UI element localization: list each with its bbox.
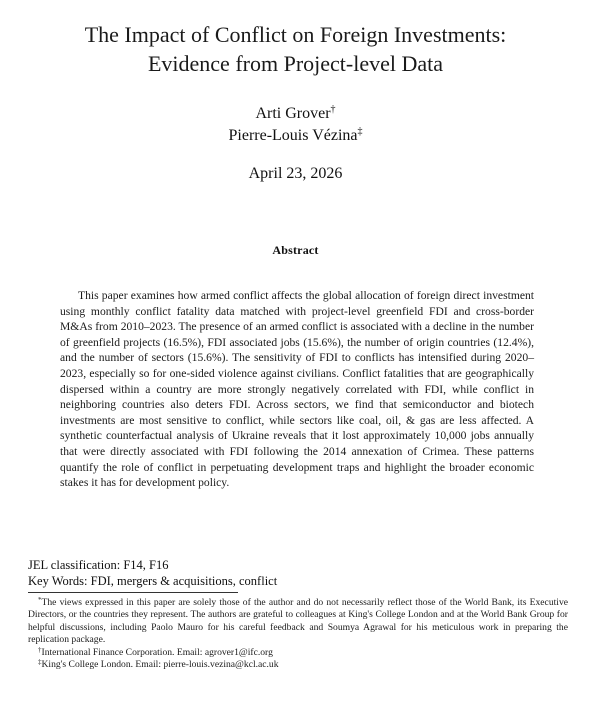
author-name: Arti Grover <box>255 105 331 122</box>
paper-date: April 23, 2026 <box>248 165 343 182</box>
footnote-mark: * <box>38 596 42 604</box>
footnote-text: The views expressed in this paper are solely those of the author and do not necessarily reflect those of the World Bank, its Executive Directors, or the countries they represent. The authors are grateful to colleagues at King's College London and at the World Bank Group for helpful discussions, including Paolo Mauro for his careful feedback and Soumya Agrawal for his meticulous work in preparing the replication package. <box>28 597 568 646</box>
footnote-mark: ‡ <box>357 126 363 137</box>
footnote-text: King's College London. Email: pierre-louis.vezina@kcl.ac.uk <box>41 659 279 671</box>
footnote-divider <box>28 592 238 593</box>
author-2 <box>0 125 591 147</box>
paper-title <box>0 20 591 78</box>
footnote-mark: † <box>330 104 336 115</box>
author-list <box>0 103 591 147</box>
key-words: Key Words: FDI, mergers & acquisitions, conflict <box>28 574 278 588</box>
title-line-1: The Impact of Conflict on Foreign Investments: <box>84 22 507 47</box>
abstract-heading: Abstract <box>272 243 319 257</box>
footnote-3 <box>28 659 568 671</box>
footnote-1 <box>28 597 568 647</box>
footnote-text: International Finance Corporation. Email: agrover1@ifc.org <box>41 646 273 658</box>
abstract-text: This paper examines how armed conflict affects the global allocation of foreign direct investment using monthly conflict fatality data matched with project-level greenfield FDI and cross-border M&As from 2010–2023. The presence of an armed conflict is associated with a decline in the number of greenfield projects (16.5%), FDI associated jobs (15.6%), the number of origin countries (12.4%), and the number of sectors (15.6%). The sensitivity of FDI to conflicts has intensified during 2020–2023, especially so for one-sided violence against civilians. Conflict fatalities that are geographically dispersed within a country are more strongly negatively correlated with FDI, while conflict in neighboring countries also deters FDI. Across sectors, we find that semiconductor and biotech investments are most sensitive to conflict, while sectors like coal, oil, & gas are less affected. A synthetic counterfactual analysis of Ukraine reveals that it lost approximately 10,000 jobs annually that were directly associated with FDI following the 2014 annexation of Crimea. These patterns quantify the role of conflict in perpetuating development traps and highlight the broader economic stakes it has for development policy. <box>60 289 534 490</box>
footnote-mark: ‡ <box>38 658 42 667</box>
title-line-2: Evidence from Project-level Data <box>147 51 444 76</box>
author-1 <box>0 103 591 125</box>
jel-classification: JEL classification: F14, F16 <box>28 558 169 572</box>
footnote-2 <box>28 647 568 659</box>
footnote-mark: † <box>38 645 42 654</box>
footnotes <box>28 597 568 671</box>
author-name: Pierre-Louis Vézina <box>228 127 358 144</box>
